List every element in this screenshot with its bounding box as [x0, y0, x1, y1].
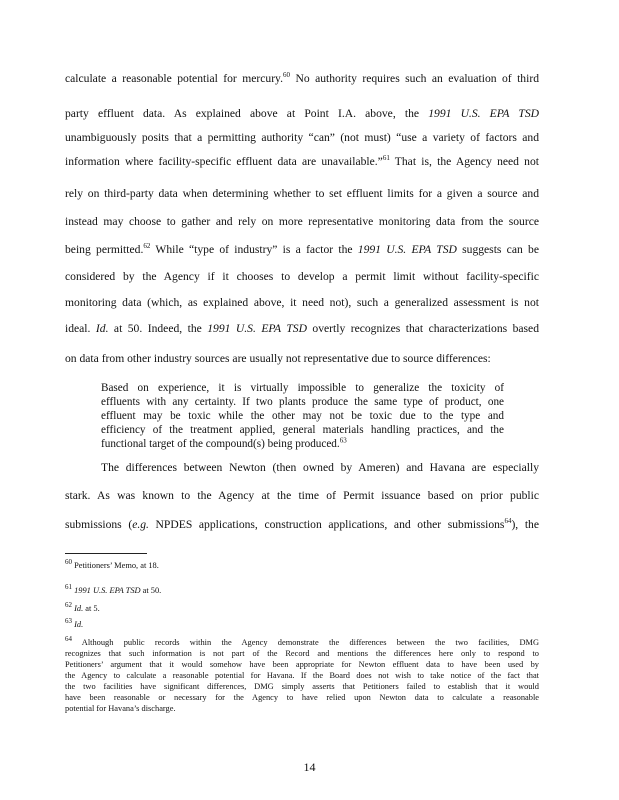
block-quote-line: efficiency of the treatment applied, general materials handling practices, and the	[101, 424, 504, 436]
footnote-text: at 50.	[140, 586, 162, 595]
footnote-text: Petitioners’ Memo, at 18.	[72, 561, 159, 570]
footnote-line: have been reasonable or necessary for the Agency to have relied upon Newton data to calculate a reasonable	[65, 693, 539, 702]
footnote-number: 61	[65, 583, 72, 592]
footnote-line: recognizes that such information is not part of the Record and mentions the differences here only to respond to	[65, 649, 539, 658]
footnote-ref: 61	[382, 154, 390, 163]
body-line	[65, 72, 539, 86]
body-line	[65, 518, 539, 532]
text-run: overtly recognizes that characterizations based	[306, 322, 539, 335]
body-line: The differences between Newton (then owned by Ameren) and Havana are especially	[101, 461, 539, 474]
italic-abbrev: e.g.	[132, 518, 149, 531]
footnote-ref: 60	[283, 71, 290, 80]
text-run: ), the	[511, 518, 539, 531]
footnote-63	[65, 617, 539, 630]
body-line	[65, 243, 539, 257]
footnote-number: 62	[65, 601, 72, 610]
text-run: ideal.	[65, 322, 96, 335]
text-run: suggests can be	[456, 243, 539, 256]
text-run: functional target of the compound(s) being produced.	[101, 438, 340, 450]
italic-title: 1991 U.S. EPA TSD	[428, 107, 539, 120]
italic-cite: Id.	[95, 322, 109, 335]
text-run: party effluent data. As explained above at Point I.A. above, the	[65, 107, 429, 120]
text-run: While “type of industry” is a factor the	[150, 243, 358, 256]
footnote-line: Petitioners’ argument that it would somehow have been appropriate for Newton effluent data to have been used by	[65, 660, 539, 669]
body-line: instead may choose to gather and rely on more representative monitoring data from the source	[65, 215, 539, 228]
italic-cite: Id.	[72, 604, 84, 613]
italic-cite: Id.	[72, 620, 84, 629]
italic-title: 1991 U.S. EPA TSD	[357, 243, 457, 256]
text-run: being permitted.	[65, 243, 144, 256]
block-quote-line: effluents with any certainty. If two plants produce the same type of product, one	[101, 396, 504, 408]
text-run: That is, the Agency need not	[389, 155, 539, 168]
footnote-line: the Agency to calculate a reasonable potential for Havana. If the Board does not wish to take notice of the fact that	[65, 671, 539, 680]
footnote-64	[65, 635, 539, 648]
footnote-62	[65, 601, 539, 614]
block-quote-line: effluent may be toxic while the other may not be toxic due to the type and	[101, 410, 504, 422]
footnote-ref: 64	[504, 517, 512, 526]
italic-title: 1991 U.S. EPA TSD	[207, 322, 307, 335]
footnote-separator	[65, 553, 147, 554]
text-run: information where facility-specific effluent data are unavailable.”	[65, 155, 383, 168]
body-line	[65, 322, 539, 336]
body-line: stark. As was known to the Agency at the time of Permit issuance based on prior public	[65, 489, 539, 502]
body-line: rely on third-party data when determining whether to set effluent limits for a given a source and	[65, 187, 539, 200]
footnote-ref: 62	[143, 242, 151, 251]
block-quote-line	[101, 437, 504, 451]
footnote-ref: 63	[339, 436, 347, 445]
footnote-line: the two facilities have significant differences, DMG simply asserts that Petitioners failed to establish that it would	[65, 682, 539, 691]
footnote-text: at 5.	[83, 604, 100, 613]
text-run: No authority requires such an evaluation of third	[290, 72, 539, 85]
body-line: unambiguously posits that a permitting authority “can” (not must) “use a variety of factors and	[65, 131, 539, 144]
body-line: monitoring data (which, as explained above, it need not), such a generalized assessment is not	[65, 296, 539, 309]
footnote-number: 60	[65, 558, 72, 567]
text-run: calculate a reasonable potential for mercury.	[65, 72, 283, 85]
body-line	[65, 107, 539, 121]
body-line: on data from other industry sources are usually not representative due to source differences:	[65, 352, 491, 365]
footnote-line: potential for Havana’s discharge.	[65, 704, 176, 713]
footnote-text: Although public records within the Agency demonstrate the differences between the two facilities, DMG	[72, 638, 539, 647]
footnote-number: 64	[65, 635, 72, 644]
body-line: considered by the Agency if it chooses to develop a permit limit without facility-specific	[65, 270, 539, 283]
footnote-60	[65, 558, 539, 571]
text-run: submissions (	[65, 518, 133, 531]
block-quote-line: Based on experience, it is virtually impossible to generalize the toxicity of	[101, 382, 504, 394]
footnote-61	[65, 583, 539, 596]
text-run: at 50. Indeed, the	[108, 322, 208, 335]
body-line	[65, 155, 539, 169]
footnote-number: 63	[65, 617, 72, 626]
text-run: NPDES applications, construction applications, and other submissions	[148, 518, 505, 531]
italic-title: 1991 U.S. EPA TSD	[72, 586, 141, 595]
page-number: 14	[303, 760, 316, 774]
